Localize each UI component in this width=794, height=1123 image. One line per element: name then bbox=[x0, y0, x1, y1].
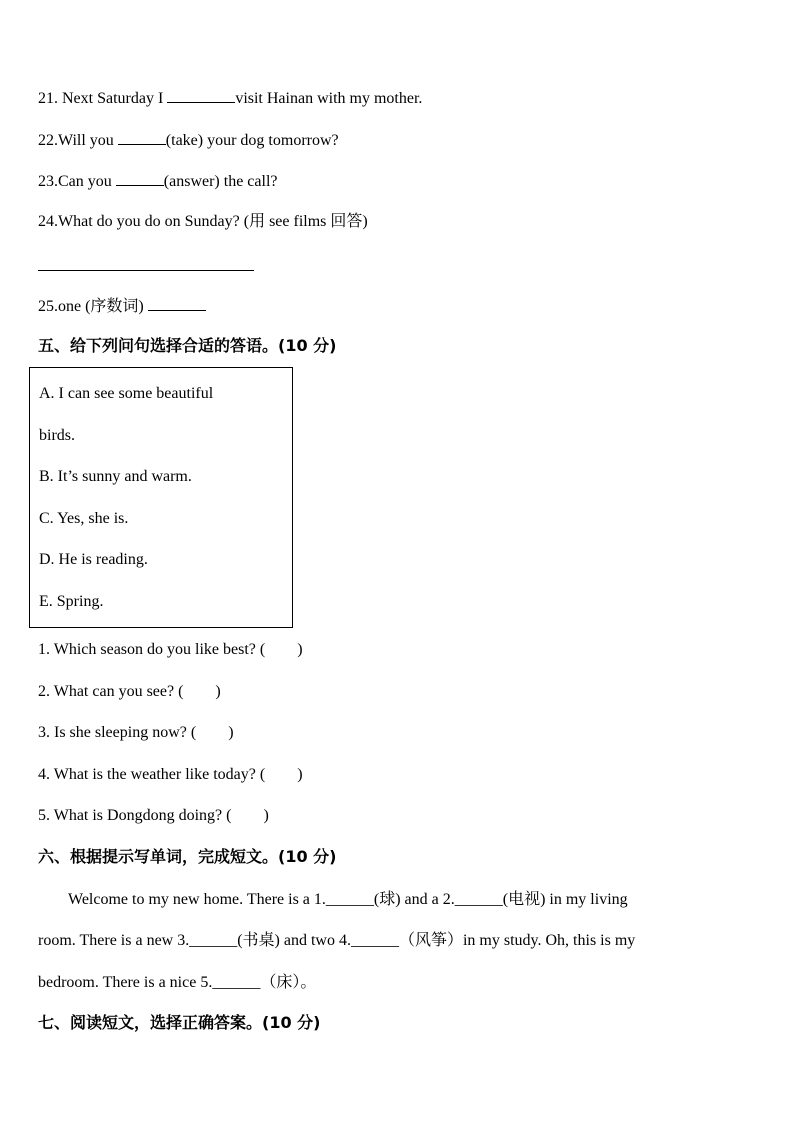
section-6-heading: 六、根据提示写单词，完成短文。(10 分) bbox=[38, 847, 337, 866]
option-a-line1: A. I can see some beautiful bbox=[39, 385, 214, 402]
match-question-1-text: 1. Which season do you like best? bbox=[38, 641, 256, 658]
match-question-2-text: 2. What can you see? bbox=[38, 683, 175, 700]
question-22-prefix: 22.Will you bbox=[38, 132, 118, 149]
question-21 bbox=[38, 87, 422, 109]
match-question-3-answer[interactable]: ( ) bbox=[190, 724, 234, 741]
question-23-prefix: 23.Can you bbox=[38, 173, 116, 190]
question-23-suffix: (answer) the call? bbox=[163, 173, 278, 190]
option-b: B. It’s sunny and warm. bbox=[39, 468, 192, 485]
match-question-1-answer[interactable]: ( ) bbox=[259, 641, 303, 658]
question-24-text: 24.What do you do on Sunday? (用 see films 回答) bbox=[38, 213, 368, 230]
passage-line-3: bedroom. There is a nice 5.______（床）。 bbox=[38, 974, 317, 991]
match-question-4 bbox=[38, 765, 303, 785]
question-21-suffix: visit Hainan with my mother. bbox=[235, 90, 423, 107]
match-question-4-text: 4. What is the weather like today? bbox=[38, 766, 256, 783]
match-question-2 bbox=[38, 682, 221, 702]
question-24-answer-line[interactable] bbox=[38, 270, 254, 271]
passage-line-1: Welcome to my new home. There is a 1.______(球) and a 2.______(电视) in my living bbox=[68, 891, 628, 908]
question-25 bbox=[38, 295, 206, 317]
option-c: C. Yes, she is. bbox=[39, 510, 129, 527]
section-7-heading: 七、阅读短文，选择正确答案。(10 分) bbox=[38, 1013, 321, 1032]
question-25-blank[interactable] bbox=[148, 295, 206, 311]
match-question-1 bbox=[38, 640, 303, 660]
option-d: D. He is reading. bbox=[39, 551, 148, 568]
question-23 bbox=[38, 170, 278, 192]
match-question-3 bbox=[38, 723, 234, 743]
match-question-4-answer[interactable]: ( ) bbox=[259, 766, 303, 783]
question-22-blank[interactable] bbox=[118, 129, 166, 145]
question-24 bbox=[38, 212, 368, 232]
passage-line-2: room. There is a new 3.______(书桌) and two 4.______（风筝）in my study. Oh, this is my bbox=[38, 932, 636, 949]
match-question-2-answer[interactable]: ( ) bbox=[178, 683, 221, 700]
question-22-suffix: (take) your dog tomorrow? bbox=[165, 132, 339, 149]
question-23-blank[interactable] bbox=[116, 170, 164, 186]
option-a-line2: birds. bbox=[39, 427, 75, 444]
question-25-prefix: 25.one (序数词) bbox=[38, 298, 148, 315]
section-5-heading: 五、给下列问句选择合适的答语。(10 分) bbox=[38, 336, 337, 355]
question-22 bbox=[38, 129, 339, 151]
answer-options-box bbox=[29, 367, 293, 628]
option-e: E. Spring. bbox=[39, 593, 104, 610]
question-21-prefix: 21. Next Saturday I bbox=[38, 90, 168, 107]
match-question-5-text: 5. What is Dongdong doing? bbox=[38, 807, 223, 824]
match-question-5-answer[interactable]: ( ) bbox=[226, 807, 269, 824]
match-question-5 bbox=[38, 806, 269, 826]
match-question-3-text: 3. Is she sleeping now? bbox=[38, 724, 187, 741]
question-21-blank[interactable] bbox=[167, 87, 235, 103]
